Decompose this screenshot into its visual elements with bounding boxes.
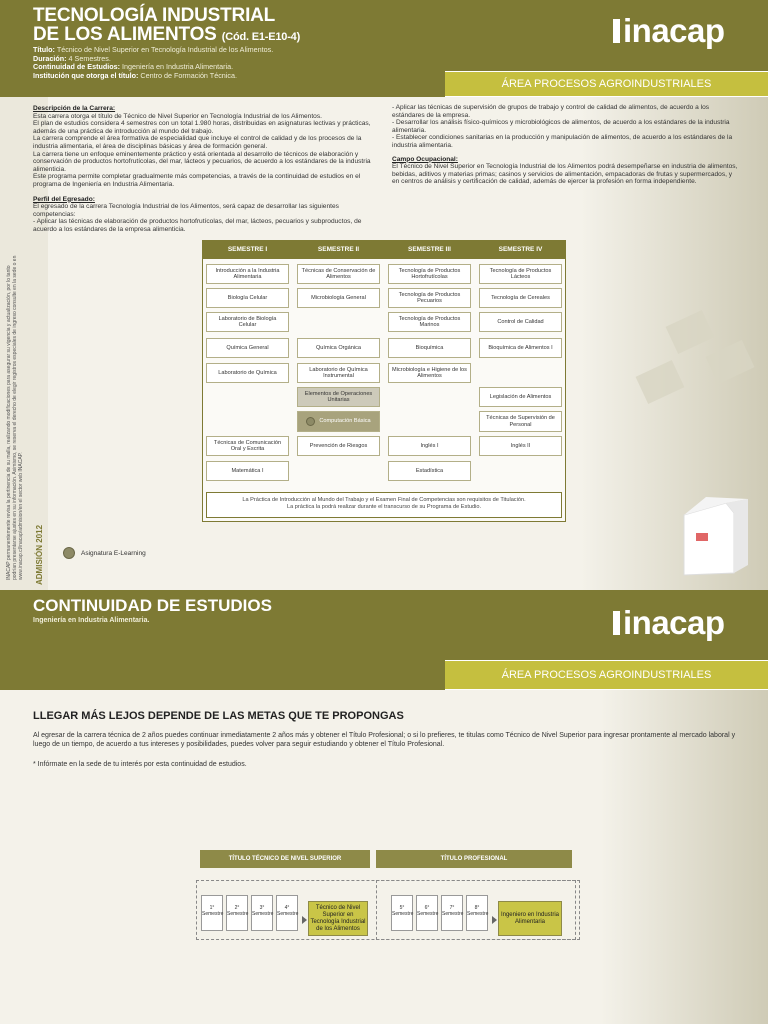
- course-cell: Química Orgánica: [297, 338, 380, 358]
- step-number: 7°: [449, 905, 455, 911]
- title-line-1: TECNOLOGÍA INDUSTRIAL: [33, 5, 276, 26]
- course-cell: Bioquímica de Alimentos I: [479, 338, 562, 358]
- info-label: Duración:: [33, 53, 67, 63]
- step-number: 8°: [474, 905, 480, 911]
- step-label: Semestre: [227, 911, 249, 917]
- desc-paragraph: El plan de estudios considera 4 semestres con un total 1.980 horas, distribuidas en asignaturas lectivas y prácticas, además de una práctica de introducción al mundo del trabajo.: [33, 120, 371, 135]
- semester-step: [276, 895, 298, 931]
- step-label: Semestre: [202, 911, 224, 917]
- course-cell: Técnicas de Supervisión de Personal: [479, 411, 562, 432]
- page2-title: CONTINUIDAD DE ESTUDIOS: [33, 596, 272, 615]
- desc-paragraph: La carrera tiene un enfoque eminentemente práctico y está orientada al desarrollo de técnicos de elaboración y conservación de productos hortofrutícolas, del mar, lácteos y pecuarios, de acuerdo a los estándares de la industria alimenticia.: [33, 150, 371, 173]
- step-label: Semestre: [467, 911, 489, 917]
- step-label: Semestre: [417, 911, 439, 917]
- semester-step: [391, 895, 413, 931]
- semester-step: [466, 895, 488, 931]
- info-label: Institución que otorga el título:: [33, 70, 139, 80]
- step-number: 3°: [259, 905, 265, 911]
- info-value: Técnico de Nivel Superior en Tecnología Industrial de los Alimentos.: [56, 45, 274, 54]
- logo-bar-icon: [613, 611, 620, 635]
- page2-paragraph: Al egresar de la carrera técnica de 2 años puedes continuar inmediatamente 2 años más y obtener el Título Profesional; o si lo prefieres, te titulas como Técnico de Nivel Superior para ingresar prontamente al mercado laboral y luego de un tiempo, de acuerdo a tus intereses y posibilidades, puedes volver para seguir estudiando y obtener el Título Profesional.: [33, 732, 736, 749]
- course-cell: Prevención de Riesgos: [297, 436, 380, 456]
- desc-heading: Descripción de la Carrera:: [33, 105, 116, 112]
- semester-step: [416, 895, 438, 931]
- perfil-intro: El egresado de la carrera Tecnología Industrial de los Alimentos, será capaz de desarrollar las siguientes competencias:: [33, 203, 339, 218]
- cube-graphic: [676, 485, 756, 581]
- perfil-heading: Perfil del Egresado:: [33, 195, 95, 203]
- legend-label: Asignatura E-Learning: [81, 549, 146, 557]
- page2-heading: LLEGAR MÁS LEJOS DEPENDE DE LAS METAS QUE TE PROPONGAS: [33, 710, 404, 722]
- campo-text: El Técnico de Nivel Superior en Tecnología Industrial de los Alimentos podrá desempeñarse en industria de alimentos, bebidas, aditivos y materias primas; casinos y servicios de alimentación, empacadoras de frutas y supermercados, y en centros de análisis y certificación de calidad, además de ejercer la profesión en forma independiente.: [392, 163, 738, 186]
- page2-subtitle: Ingeniería en Industria Alimentaria.: [33, 617, 150, 624]
- elearning-icon: [306, 417, 315, 426]
- course-cell: Laboratorio de Biología Celular: [206, 312, 289, 332]
- course-cell: Legislación de Alimentos: [479, 387, 562, 407]
- course-cell: Microbiología General: [297, 288, 380, 308]
- disclaimer-text: INACAP permanentemente revisa la pertinencia de su malla, realizando modificaciones para asegurar su vigencia y actualización, por lo tanto podrían presentarse ajustes en su información. Asimismo, se reserva el derecho de elegir registros especiales de ingreso consulte en la sede o en www.inacap.cl/inacap/admision/en el sector web INACAP.: [6, 255, 24, 580]
- right-column: [392, 104, 740, 186]
- step-number: 1°: [209, 905, 215, 911]
- desc-paragraph: La carrera comprende el área formativa de especialidad que incluye el control de calidad y de los procesos de la industria alimentaria, el área de disciplinas básicas y área de formación general.: [33, 135, 362, 150]
- info-label: Título:: [33, 45, 55, 54]
- elearning-course-cell: [297, 411, 380, 432]
- band-titulo-profesional: TÍTULO PROFESIONAL: [376, 850, 572, 868]
- course-cell: Elementos de Operaciones Unitarias: [297, 387, 380, 407]
- course-cell: Microbiología e Higiene de los Alimentos: [388, 363, 471, 383]
- info-value: Centro de Formación Técnica.: [140, 70, 237, 80]
- course-cell: Control de Calidad: [479, 312, 562, 332]
- course-cell: Química General: [206, 338, 289, 358]
- info-value: Ingeniería en Industria Alimentaria.: [122, 62, 234, 72]
- title-line-2: DE LOS ALIMENTOS: [33, 24, 217, 45]
- inacap-logo: [613, 12, 725, 50]
- course-cell: Laboratorio de Química: [206, 363, 289, 383]
- arrow-icon: [302, 916, 307, 924]
- semester-header: SEMESTRE III: [384, 240, 475, 259]
- semester-step: [201, 895, 223, 931]
- area-band: ÁREA PROCESOS AGROINDUSTRIALES: [445, 660, 768, 690]
- arrow-icon: [492, 916, 497, 924]
- step-number: 5°: [399, 905, 405, 911]
- perfil-item: - Aplicar las técnicas de elaboración de productos hortofrutícolas, del mar, lácteos, pecuarios y subproductos, de acuerdo a los estándares de la empresa alimenticia.: [33, 218, 362, 233]
- course-cell: Introducción a la Industria Alimentaria: [206, 264, 289, 284]
- perfil-item: - Establecer condiciones sanitarias en la producción y manipulación de alimentos, de acuerdo a los estándares de la industria alimentaria.: [392, 134, 733, 149]
- step-label: Semestre: [252, 911, 274, 917]
- course-cell: Laboratorio de Química Instrumental: [297, 363, 380, 383]
- info-label: Continuidad de Estudios:: [33, 62, 121, 72]
- course-cell: Matemática I: [206, 461, 289, 481]
- titulation-note: [206, 492, 562, 518]
- page2-note: * Infórmate en la sede de tu interés por esta continuidad de estudios.: [33, 761, 247, 768]
- step-label: Semestre: [442, 911, 464, 917]
- note-line: La Práctica de Introducción al Mundo del Trabajo y el Examen Final de Competencias son requisitos de Titulación.: [242, 497, 526, 503]
- inacap-logo: [613, 604, 725, 642]
- semester-step: [251, 895, 273, 931]
- band-titulo-tecnico: TÍTULO TÉCNICO DE NIVEL SUPERIOR: [200, 850, 370, 868]
- course-cell: Tecnología de Productos Pecuarios: [388, 288, 471, 308]
- course-cell: Estadística: [388, 461, 471, 481]
- course-cell: Inglés I: [388, 436, 471, 456]
- campo-heading: Campo Ocupacional:: [392, 155, 458, 163]
- legend: [63, 547, 146, 559]
- semester-header: SEMESTRE II: [293, 240, 384, 259]
- admission-label: ADMISIÓN 2012: [35, 524, 44, 585]
- page-2: [0, 590, 768, 1024]
- course-cell: Tecnología de Productos Marinos: [388, 312, 471, 332]
- step-label: Semestre: [392, 911, 414, 917]
- note-line: La práctica la podrá realizar durante el transcurso de su Programa de Estudio.: [286, 504, 482, 510]
- course-cell: Técnicas de Comunicación Oral y Escrita: [206, 436, 289, 456]
- semester-header: SEMESTRE I: [202, 240, 293, 259]
- left-column: [33, 105, 381, 234]
- course-cell: Inglés II: [479, 436, 562, 456]
- elearning-icon: [63, 547, 75, 559]
- course-cell: Tecnología de Productos Hortofrutícolas: [388, 264, 471, 284]
- step-number: 6°: [424, 905, 430, 911]
- program-info: [33, 46, 273, 80]
- course-cell: Tecnología de Cereales: [479, 288, 562, 308]
- step-number: 4°: [284, 905, 290, 911]
- course-cell: Tecnología de Productos Lácteos: [479, 264, 562, 284]
- perfil-item: - Aplicar las técnicas de supervisión de grupos de trabajo y control de calidad de alimentos, de acuerdo a los estándares de la empresa.: [392, 104, 710, 119]
- desc-paragraph: Este programa permite completar gradualmente más competencias, a través de la continuidad de estudios en el programa de Ingeniería en Industria Alimentaria.: [33, 173, 361, 188]
- course-cell: Biología Celular: [206, 288, 289, 308]
- semester-header: SEMESTRE IV: [475, 240, 566, 259]
- page1-title: [33, 6, 300, 47]
- titulo-profesional-box: Ingeniero en Industria Alimentaria: [498, 901, 562, 936]
- desc-paragraph: Esta carrera otorga el título de Técnico de Nivel Superior en Tecnología Industrial de los Alimentos.: [33, 112, 322, 120]
- semester-step: [441, 895, 463, 931]
- logo-text: inacap: [623, 12, 725, 49]
- semester-step: [226, 895, 248, 931]
- step-label: Semestre: [277, 911, 299, 917]
- step-number: 2°: [234, 905, 240, 911]
- logo-bar-icon: [613, 19, 620, 43]
- titulo-tecnico-box: Técnico de Nivel Superior en Tecnología Industrial de los Alimentos: [308, 901, 368, 936]
- course-cell: Bioquímica: [388, 338, 471, 358]
- logo-text: inacap: [623, 604, 725, 641]
- course-code: (Cód. E1-E10-4): [221, 31, 301, 43]
- info-value: 4 Semestres.: [68, 53, 111, 63]
- perfil-item: - Desarrollar los análisis físico-químicos y microbiológicos de alimentos, de acuerdo a los estándares de la industria alimentaria.: [392, 119, 730, 134]
- area-band: ÁREA PROCESOS AGROINDUSTRIALES: [445, 71, 768, 97]
- course-label: Computación Básica: [319, 418, 371, 425]
- course-cell: Técnicas de Conservación de Alimentos: [297, 264, 380, 284]
